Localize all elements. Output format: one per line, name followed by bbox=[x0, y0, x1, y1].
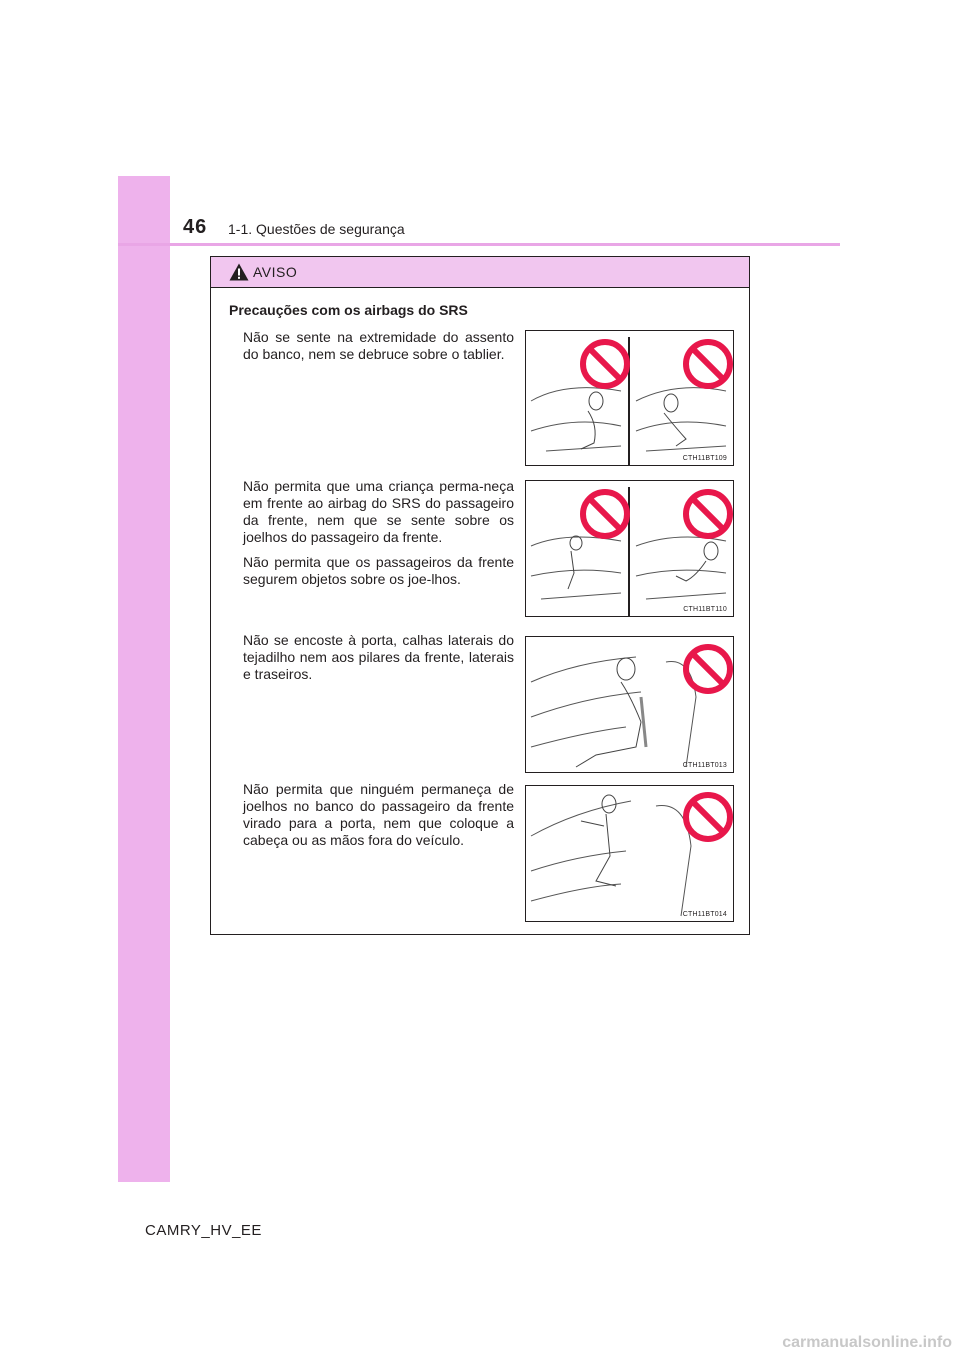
warning-item bbox=[243, 329, 514, 371]
figure-code: CTH11BT109 bbox=[682, 455, 727, 462]
warning-item bbox=[243, 781, 514, 857]
warning-header bbox=[211, 257, 749, 288]
sidebar-tab bbox=[118, 176, 170, 1182]
figure-seat-edge bbox=[525, 330, 734, 466]
prohibition-icon bbox=[583, 492, 627, 536]
figure-kneeling-seat bbox=[525, 785, 734, 922]
warning-item bbox=[243, 632, 514, 691]
footer-model-code: CAMRY_HV_EE bbox=[145, 1222, 262, 1239]
warning-label: AVISO bbox=[253, 264, 298, 280]
warning-box bbox=[210, 256, 750, 935]
figure-illustration bbox=[526, 786, 733, 921]
prohibition-icon bbox=[686, 647, 730, 691]
prohibition-icon bbox=[583, 342, 627, 386]
figure-child-airbag bbox=[525, 480, 734, 617]
figure-code: CTH11BT014 bbox=[682, 911, 727, 918]
prohibition-icon bbox=[686, 342, 730, 386]
item-text: Não permita que uma criança perma-neça em frente ao airbag do SRS do passageiro da frente, nem que se sente sobre os joelhos do passageiro da frente. bbox=[243, 478, 514, 545]
item-text: Não se sente na extremidade do assento do banco, nem se debruce sobre o tablier. bbox=[243, 329, 514, 362]
warning-triangle-icon bbox=[229, 263, 249, 281]
figure-illustration bbox=[526, 637, 733, 772]
page-number: 46 bbox=[183, 216, 208, 238]
item-text: Não permita que os passageiros da frente segurem objetos sobre os joe-lhos. bbox=[243, 554, 514, 587]
item-text: Não permita que ninguém permaneça de joelhos no banco do passageiro da frente virado para a porta, nem que coloque a cabeça ou as mãos fora do veículo. bbox=[243, 781, 514, 848]
warning-subtitle: Precauções com os airbags do SRS bbox=[229, 302, 468, 318]
watermark: carmanualsonline.info bbox=[782, 1334, 952, 1351]
warning-item bbox=[243, 478, 514, 596]
header-rule bbox=[118, 243, 840, 246]
figure-leaning-door bbox=[525, 636, 734, 773]
prohibition-icon bbox=[686, 492, 730, 536]
figure-code: CTH11BT110 bbox=[683, 606, 727, 613]
figure-code: CTH11BT013 bbox=[682, 762, 727, 769]
item-text: Não se encoste à porta, calhas laterais do tejadilho nem aos pilares da frente, laterais e traseiros. bbox=[243, 632, 514, 682]
figure-illustration bbox=[526, 481, 733, 616]
prohibition-icon bbox=[686, 795, 730, 839]
section-title: 1-1. Questões de segurança bbox=[228, 221, 405, 237]
figure-illustration bbox=[526, 331, 733, 465]
